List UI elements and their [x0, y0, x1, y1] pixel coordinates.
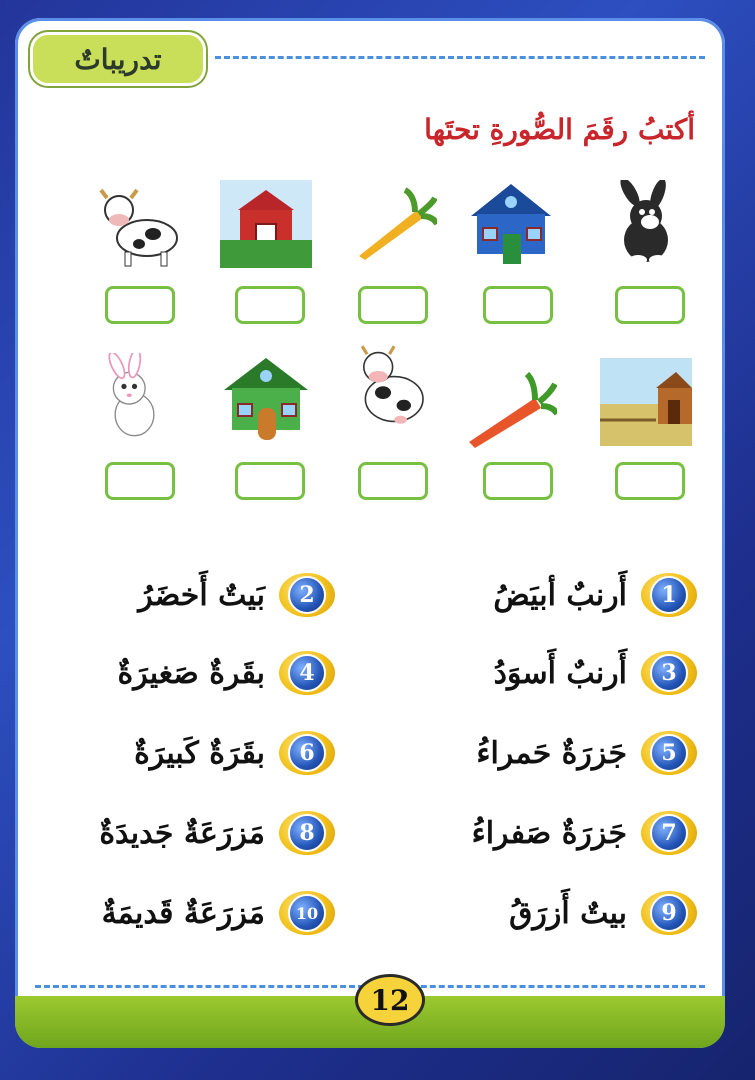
list-item: 8 مَزرَعَةٌ جَديدَةٌ	[99, 808, 335, 858]
section-tab	[30, 32, 206, 86]
carrot-red-icon	[465, 368, 557, 456]
list-item: 7 جَزرَةٌ صَفراءُ	[472, 808, 697, 858]
farm-barn-icon	[220, 180, 312, 268]
answer-box-row2-4[interactable]	[235, 462, 305, 500]
number-badge: 5	[641, 731, 697, 775]
answer-box-row2-2[interactable]	[483, 462, 553, 500]
number-badge: 2	[279, 573, 335, 617]
number-badge: 9	[641, 891, 697, 935]
number-badge: 3	[641, 651, 697, 695]
answer-box-row1-1[interactable]	[615, 286, 685, 324]
house-blue-icon	[465, 180, 557, 268]
top-dashed-line	[215, 56, 705, 59]
list-item: 9 بيتٌ أَزرَقُ	[509, 888, 697, 938]
farm-old-icon	[600, 358, 692, 446]
number-badge: 1	[641, 573, 697, 617]
answer-box-row1-4[interactable]	[235, 286, 305, 324]
list-item: 2 بَيتٌ أَخضَرُ	[138, 570, 335, 620]
rabbit-black-icon	[600, 180, 692, 268]
list-item: 10 مَزرَعَةٌ قَديمَةٌ	[102, 888, 335, 938]
instruction-text: أكتبُ رقَمَ الصُّورةِ تحتَها	[424, 113, 695, 146]
house-green-icon	[220, 356, 312, 444]
number-badge: 6	[279, 731, 335, 775]
rabbit-white-icon	[85, 353, 177, 441]
list-item: 6 بقَرَةٌ كَبيرَةٌ	[134, 728, 335, 778]
answer-box-row1-3[interactable]	[358, 286, 428, 324]
list-item: 1 أَرنبٌ أبيَضُ	[493, 570, 697, 620]
answer-box-row2-5[interactable]	[105, 462, 175, 500]
cow-big-icon	[345, 343, 437, 431]
answer-box-row2-3[interactable]	[358, 462, 428, 500]
carrot-yellow-icon	[345, 180, 437, 268]
number-badge: 7	[641, 811, 697, 855]
answer-box-row1-5[interactable]	[105, 286, 175, 324]
cow-small-icon	[95, 180, 187, 268]
answer-box-row1-2[interactable]	[483, 286, 553, 324]
worksheet-page	[15, 18, 725, 1048]
number-badge: 8	[279, 811, 335, 855]
page-number: 12	[355, 974, 425, 1026]
number-badge: 4	[279, 651, 335, 695]
list-item: 3 أَرنبٌ أَسوَدُ	[494, 648, 697, 698]
section-title: تدريباتٌ	[74, 42, 162, 76]
list-item: 4 بقَرةٌ صَغيرَةٌ	[117, 648, 335, 698]
answer-box-row2-1[interactable]	[615, 462, 685, 500]
list-item: 5 جَزرَةٌ حَمراءُ	[476, 728, 697, 778]
number-badge: 10	[279, 891, 335, 935]
